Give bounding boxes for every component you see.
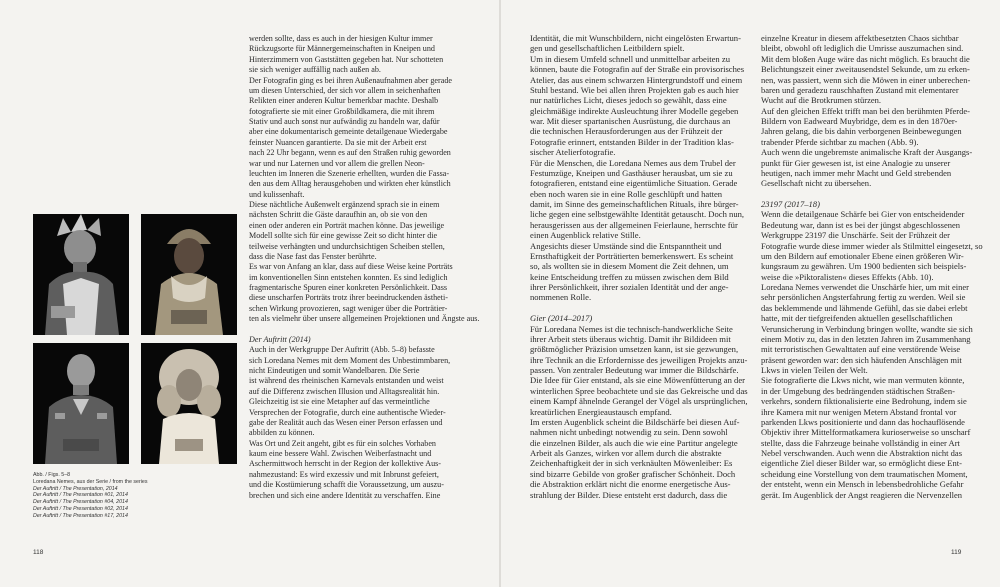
body-text-line: Für Loredana Nemes ist die technisch-handwerkliche Seite bbox=[530, 323, 733, 334]
caption-line: Der Auftritt / The Presentation #04, 2014 bbox=[33, 499, 128, 506]
body-text-line: nicht Eindeutigen und somit Wandelbaren. Die Serie bbox=[249, 365, 420, 375]
caption-line: Der Auftritt / The Presentation #17, 2014 bbox=[33, 512, 128, 519]
body-text-line: Gleichzeitig ist sie eine Metapher auf das vermeintliche bbox=[249, 396, 430, 407]
body-text-line: feinster Nuancen garantierte. Da sie mit der Arbeit erst bbox=[249, 136, 427, 147]
body-text-line: strahlung der Bilder. Diese entsteht erst dadurch, dass die bbox=[530, 489, 728, 500]
body-text-line: präsent geworden war: den sich häufenden Anschlägen mit bbox=[761, 354, 962, 365]
body-text-line: sich Loredana Nemes mit dem Moment des Unbestimmbaren, bbox=[249, 354, 451, 365]
body-text-line: Fotografie erinnert, entstanden Bilder in der Tradition klas- bbox=[530, 136, 734, 147]
body-text-line: scheidung eine Vorstellung von dem traumatischen Moment, bbox=[761, 468, 968, 479]
body-text-line: Belichtungszeit einer zweitausendstel Sekunde, um zu erken- bbox=[761, 64, 970, 75]
body-text-line: so, als wollten sie in diesem Moment die Zeit dehnen, um bbox=[530, 261, 729, 272]
body-text-line: um den Bildern auf emotionaler Ebene einen größeren Wir- bbox=[761, 250, 964, 261]
body-text-line: Nebel verschwanden. Auch wenn die Abstraktion nicht das bbox=[761, 448, 963, 458]
section-heading: Der Auftritt (2014) bbox=[249, 333, 311, 344]
body-text-line: nahmen nicht unbedingt notwendig zu sein. Denn sowohl bbox=[530, 427, 728, 438]
body-text-line: nommenen Rolle. bbox=[530, 292, 592, 303]
text-column-2 bbox=[530, 33, 748, 500]
body-text-line: Ernsthaftigkeit der Porträtierten bemerkenswert. Es scheint bbox=[530, 250, 734, 261]
body-text-line bbox=[249, 324, 479, 334]
body-text-line: schen Wirkung provozieren, sagt weniger über die Porträtier- bbox=[249, 302, 448, 313]
text-column-3 bbox=[761, 33, 985, 500]
body-text-line: einzelne Kreatur in diesem affektbesetzten Chaos sichtbar bbox=[761, 33, 959, 43]
body-text-line: gerät. Im Augenblick der Angst reagieren die Nervenzellen bbox=[761, 489, 963, 500]
body-text-line: herausgerissen aus der allgemeinen Feierlaune, herrschte für bbox=[530, 219, 738, 230]
body-text-line: werden sollte, dass es auch in der hiesigen Kultur immer bbox=[249, 33, 433, 43]
caption-line: Der Auftritt / The Presentation, 2014 bbox=[33, 485, 118, 492]
body-text-line: Es war von Anfang an klar, dass auf diese Weise keine Porträts bbox=[249, 261, 453, 272]
body-text-line: passen. Von zentraler Bedeutung war immer die Bildschärfe. bbox=[530, 365, 739, 375]
body-text-line: die Abstraktion erklärt nicht die enorme energetische Aus- bbox=[530, 479, 731, 490]
body-text-line: hatte, mit der tiefgreifenden aktuellen gesellschaftlichen bbox=[761, 313, 953, 324]
body-text-line: nen, was passiert, wenn sich die Möwen in einer unberechen- bbox=[761, 74, 971, 85]
body-text-line: Auch wenn die ungebremste animalische Kraft der Ausgangs- bbox=[761, 147, 973, 158]
body-text-line: war und nur Laternen und vor allem die grellen Neon- bbox=[249, 157, 425, 168]
body-text-line: teilweise verhängten und undurchsichtigen Scheiben stellen, bbox=[249, 240, 445, 251]
body-text-line: größtmöglicher Präzision umsetzen kann, ist sie gezwungen, bbox=[530, 344, 739, 355]
caption-line: Der Auftritt / The Presentation #02, 2014 bbox=[33, 505, 128, 512]
photo-fig8-woman-with-curly-wig bbox=[141, 343, 237, 464]
body-text-line: ist während des rheinischen Karnevals entstanden und weist bbox=[249, 375, 444, 386]
body-text-line: baren und geradezu rauschhaften Zustand mit elementarer bbox=[761, 84, 959, 95]
body-text-line: einem Kampf ähnelnde Gerangel der Vögel als ursprünglichen, bbox=[530, 396, 748, 407]
body-text-line: Um in diesem Umfeld schnell und unmittelbar arbeiten zu bbox=[530, 53, 730, 64]
body-text-line bbox=[761, 189, 983, 199]
body-text-line: dass die Nase fast das Fenster berührte. bbox=[249, 250, 377, 261]
text-column-1 bbox=[249, 33, 493, 500]
body-text-line: Jahren gelang, die bis dahin verborgenen Beinbewegungen bbox=[761, 126, 962, 137]
body-text-line: war. Mit dieser spartanischen Ausrüstung, die durchaus an bbox=[530, 116, 731, 126]
body-text-line: Wucht auf die Brotkrumen stürzen. bbox=[761, 95, 882, 106]
section-heading: Gier (2014–2017) bbox=[530, 313, 593, 324]
body-text-line: abbilden zu können. bbox=[249, 427, 315, 438]
body-text-line: Sie fotografierte die Lkws nicht, wie man vermuten könnte, bbox=[761, 375, 965, 386]
body-text-line: Versprechen der Fotografie, durch eine authentische Wieder- bbox=[249, 406, 446, 417]
body-text-line: Stativ und auch sonst nur aufwändig zu handeln war, dafür bbox=[249, 116, 440, 126]
body-text-line: kungsraum zu gewähren. Um 1900 bedienten sich beispiels- bbox=[761, 261, 967, 272]
body-text-line: Hinterzimmern von Gaststätten gegeben hat. Nur schotteten bbox=[249, 53, 444, 64]
body-text-line: im konventionellen Sinn entstehen konnten. Es sind lediglich bbox=[249, 271, 448, 282]
body-text-line: Werkgruppe 23197 die Unschärfe. Seit der Frühzeit der bbox=[761, 230, 950, 241]
body-text-line: aber eine dokumentarisch gemeinte detailgenaue Wiedergabe bbox=[249, 126, 448, 137]
body-text-line: brechen und sich eine andere Identität zu verschaffen. Eine bbox=[249, 489, 441, 500]
body-text-line: den aus dem Alltag herausgehoben und wirkten eher künstlich bbox=[249, 178, 451, 189]
body-text-line: stellte, dass die Fahrzeuge beinahe vollständig in einer Art bbox=[761, 437, 960, 448]
body-text-line: winterlichen Spree beobachtete und sie das Gekreische und das bbox=[530, 385, 748, 396]
body-text-line: sischer Atelierfotografie. bbox=[530, 147, 616, 158]
body-text-line: Rückzugsorte für Männergemeinschaften in Kneipen und bbox=[249, 43, 435, 54]
body-text-line: können, baute die Fotografin auf der Straße ein provisorisches bbox=[530, 64, 745, 75]
body-text-line: bleibt, obwohl oft lediglich die Umrisse auszumachen sind. bbox=[761, 43, 964, 54]
body-text-line: Diese nächtliche Außenwelt ergänzend sprach sie in einem bbox=[249, 199, 440, 209]
body-text-line: nahmezustand: Es wird exzessiv und mit Inbrunst gefeiert, bbox=[249, 468, 439, 479]
body-text-line: Relikten einer anderen Kultur bemerkbar machte. Deshalb bbox=[249, 95, 439, 106]
body-text-line: Objektiv ihrer Mittelformatkamera kurioserweise so unscharf bbox=[761, 427, 971, 438]
photo-fig5-man-with-jester-hat bbox=[33, 214, 129, 335]
body-text-line: fotografieren, entstand eine eigentümliche Situation. Gerade bbox=[530, 178, 738, 189]
body-text-line: ihre Technik an die Erfordernisse des jeweiligen Projekts anzu- bbox=[530, 354, 748, 365]
body-text-line: Bildern von Eadweard Muybridge, dem es in den 1870er- bbox=[761, 116, 958, 126]
body-text-line: Modell sollte sich für eine gewisse Zeit so dicht hinter die bbox=[249, 230, 438, 241]
body-text-line: Bedeutung war, dann ist es bei der jüngst abgeschlossenen bbox=[761, 219, 961, 230]
body-text-line: eben noch waren sie in eine Rolle geschlüpft und hatten bbox=[530, 188, 723, 199]
body-text-line: sind bizarre Gebilde von großer grafischer Schönheit. Doch bbox=[530, 468, 736, 479]
body-text-line: einen Augenblick relative Stille. bbox=[530, 230, 641, 241]
body-text-line: kreatürlichen Energieaustausch empfand. bbox=[530, 406, 672, 417]
page-number-right: 119 bbox=[951, 549, 962, 556]
body-text-line: Angesichts dieser Umstände sind die Entspanntheit und bbox=[530, 240, 722, 251]
body-text-line: die einzelnen Bilder, als auch die wie eine Partitur angelegte bbox=[530, 437, 738, 448]
body-text-line: sehr persönlichen Angsterfahrung fertig zu werden. Weil sie bbox=[761, 292, 966, 303]
body-text-line: eigentliche Ziel dieser Bilder war, so ermöglicht diese Ent- bbox=[761, 458, 962, 469]
body-text-line: Für die Menschen, die Loredana Nemes aus dem Trubel der bbox=[530, 157, 736, 168]
body-text-line: fotografierte sie mit einer Großbildkamera, die mit ihrem bbox=[249, 105, 435, 116]
body-text-line: Zeichenhaftigkeit der in sich verknäulten Möwenleiber: Es bbox=[530, 458, 733, 469]
page-number-left: 118 bbox=[33, 549, 44, 556]
body-text-line: um diesen Unterschied, der sich vor allem in seichenhaften bbox=[249, 84, 441, 95]
body-text-line: punkt für Gier gewesen ist, ist eine Analogie zu unserer bbox=[761, 157, 951, 168]
photo-fig6-woman-in-costume bbox=[141, 214, 237, 335]
body-text-line: kaum eine bessere Wahl. Zwischen Weiberfastnacht und bbox=[249, 448, 432, 458]
body-text-line: damit, im Sinne des gemeinschaftlichen Rituals, ihre bürger- bbox=[530, 199, 739, 209]
caption-line: Loredana Nemes, aus der Serie / from the series bbox=[33, 478, 148, 485]
body-text-line: parkenden Lkws positionierte und dann das hochauflösende bbox=[761, 416, 965, 427]
body-text-line: gleichmäßige indirekte Ausleuchtung ihrer Modelle gegeben bbox=[530, 105, 739, 116]
body-text-line: und die Kostümierung schafft die Voraussetzung, um auszu- bbox=[249, 479, 444, 490]
body-text-line: verkehrs, sondern fiktionalisierte eine Bedrohung, indem sie bbox=[761, 396, 967, 407]
body-text-line: nächsten Schritt die Gäste daraufhin an, ob sie von den bbox=[249, 209, 428, 220]
body-text-line: Identität, die mit Wunschbildern, nicht eingelösten Erwartun- bbox=[530, 33, 741, 43]
body-text-line: heutigen, nach immer mehr Macht und Geld strebenden bbox=[761, 167, 952, 178]
body-text-line: das beklemmende und lähmende Gefühl, das sie dabei erlebt bbox=[761, 302, 968, 313]
body-text-line: einen oder anderen ein Porträt machen könne. Das jeweilige bbox=[249, 219, 445, 230]
body-text-line: gabe der Realität auch das Wesen einer Person erfassen und bbox=[249, 416, 443, 427]
section-heading: 23197 (2017–18) bbox=[761, 199, 820, 209]
body-text-line: weise die »Piktoralisten« dieses Effekts (Abb. 10). bbox=[761, 271, 934, 282]
body-text-line: Verunsicherung in Verbindung bringen wollte, wandte sie sich bbox=[761, 323, 973, 334]
body-text-line: Gesellschaft nicht zu übersehen. bbox=[761, 178, 872, 189]
body-text-line: ihrer Arbeit stets überaus wichtig. Damit ihr Bildideen mit bbox=[530, 333, 731, 344]
body-text-line: der entsteht, wenn ein Mensch in lebensbedrohliche Gefahr bbox=[761, 479, 964, 490]
body-text-line: Aschermittwoch herrscht in der Region der kollektive Aus- bbox=[249, 458, 441, 469]
body-text-line: die technischen Herausforderungen aus der Frühzeit der bbox=[530, 126, 723, 137]
body-text-line: liche gegen eine selbstgewählte Identität getauscht. Doch nun, bbox=[530, 209, 745, 220]
body-text-line: Auch in der Werkgruppe Der Auftritt (Abb. 5–8) befasste bbox=[249, 344, 435, 355]
body-text-line: fragmentarische Spuren einer konkreten Persönlichkeit. Dass bbox=[249, 282, 448, 292]
body-text-line: Was Ort und Zeit angeht, gibt es für ein solches Vorhaben bbox=[249, 437, 436, 448]
body-text-line: in der Umgebung des bedrängenden städtischen Straßen- bbox=[761, 385, 955, 396]
book-gutter bbox=[499, 0, 501, 587]
body-text-line: Fotografie wurde diese immer wieder als Stilmittel eingesetzt, so bbox=[761, 240, 983, 251]
caption-line: Abb. / Figs. 5–8 bbox=[33, 472, 71, 478]
body-text-line: Auf den gleichen Effekt trifft man bei den berühmten Pferde- bbox=[761, 105, 970, 116]
body-text-line: auf die Differenz zwischen Illusion und Alltagsrealität hin. bbox=[249, 385, 440, 396]
body-text-line: Festumzüge, Kneipen und Gasthäuser herausbat, um sie zu bbox=[530, 167, 733, 178]
body-text-line: ihre Kamera mit nur wenigen Metern Abstand frontal vor bbox=[761, 406, 957, 417]
body-text-line: Stuhl bestand. Wie bei allen ihren Projekten gab es auch hier bbox=[530, 84, 739, 95]
photo-fig7-man-in-uniform bbox=[33, 343, 129, 464]
body-text-line: Arbeit als Ganzes, wirken vor allem durch die abstrakte bbox=[530, 448, 722, 458]
body-text-line: Lkws in vielen Teilen der Welt. bbox=[761, 365, 868, 375]
body-text-line: Im ersten Augenblick scheint die Bildschärfe bei diesen Auf- bbox=[530, 416, 740, 427]
body-text-line: sie sich weniger auffällig nach außen ab. bbox=[249, 64, 381, 75]
body-text-line: einem Motiv zu, das in den letzten Jahren im Zusammenhang bbox=[761, 333, 971, 344]
body-text-line: Wenn die detailgenaue Schärfe bei Gier von entscheidender bbox=[761, 209, 965, 220]
body-text-line: keine Entscheidung treffen zu müssen zwischen dem Bild bbox=[530, 271, 729, 282]
body-text-line: leuchten im Inneren die Szenerie erhellten, wurden die Fassa- bbox=[249, 167, 450, 178]
body-text-line: und kulissenhaft. bbox=[249, 188, 305, 199]
body-text-line: Loredana Nemes verwendet die Unschärfe hier, um mit einer bbox=[761, 282, 970, 292]
body-text-line: Der Fotografin ging es bei ihren Außenaufnahmen aber gerade bbox=[249, 74, 452, 85]
body-text-line: ten als vielmehr über unsere allgemeinen Projektionen und Ängste aus. bbox=[249, 313, 480, 324]
body-text-line: Die Idee für Gier entstand, als sie eine Möwenfütterung an der bbox=[530, 375, 746, 386]
body-text-line: diese unscharfen Porträts trotz ihrer beeindruckenden ästheti- bbox=[249, 292, 448, 303]
body-text-line: ihrer Persönlichkeit, ihrer sozialen Identität und der ange- bbox=[530, 282, 729, 292]
body-text-line: trabender Pferde sichtbar zu machen (Abb. 9). bbox=[761, 136, 919, 147]
body-text-line: mit terroristischen Gewalttaten auf eine verstörende Weise bbox=[761, 344, 961, 355]
caption-line: Der Auftritt / The Presentation #01, 2014 bbox=[33, 492, 128, 499]
body-text-line bbox=[530, 303, 748, 313]
body-text-line: Mit dem bloßen Auge wäre das nicht möglich. Es braucht die bbox=[761, 53, 970, 64]
body-text-line: nur natürliches Licht, dieses jedoch so gewählt, dass eine bbox=[530, 95, 727, 106]
body-text-line: Atelier, das aus einem schwarzen Hintergrundstoff und einem bbox=[530, 74, 743, 85]
body-text-line: nach 22 Uhr begann, wenn es auf den Straßen ruhig geworden bbox=[249, 147, 451, 158]
figure-caption bbox=[33, 472, 148, 520]
body-text-line: gen und gesellschaftlichen Leitbildern spielt. bbox=[530, 43, 685, 54]
